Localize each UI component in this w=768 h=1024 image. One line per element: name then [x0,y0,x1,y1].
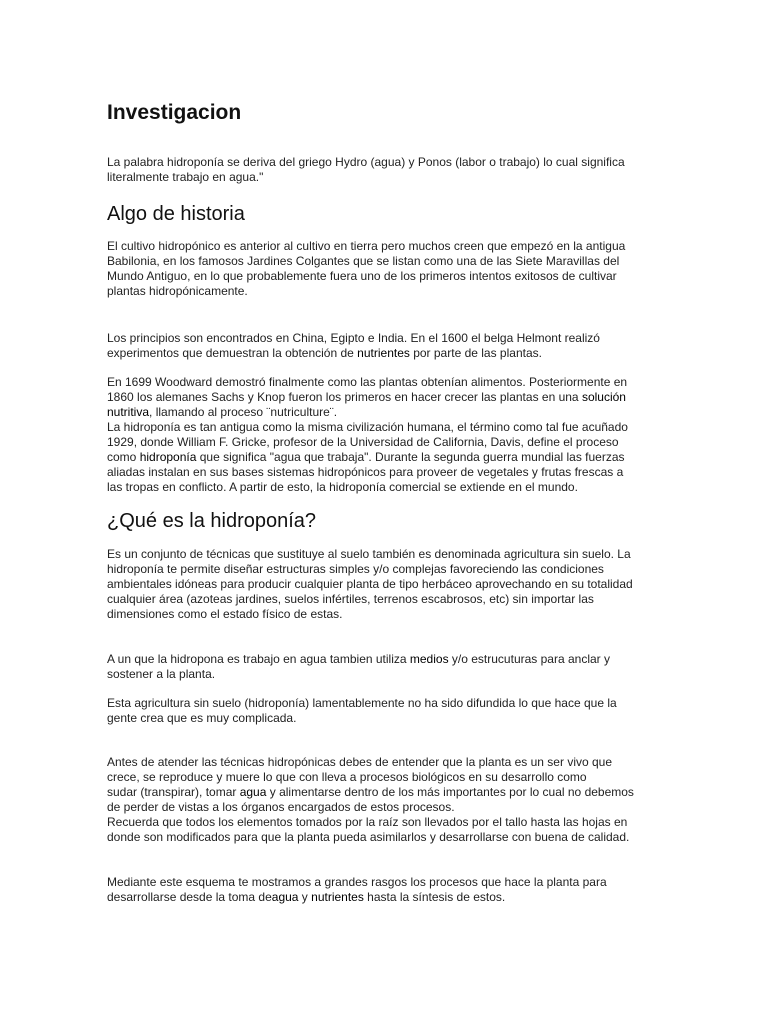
text-span: y/o estrucuturas para anclar y [448,652,610,666]
page-title: Investigacion [107,101,242,124]
text-span: y [298,890,312,904]
text-span: A un que la hidropona es trabajo en agua tambien utiliza [107,652,410,666]
text-line: crece, se reproduce y muere lo que con lleva a procesos biológicos en su desarrollo como [107,770,587,784]
text-span: 1860 los alemanes Sachs y Knop fueron los primeros en hacer crecer las plantas en una [107,390,582,404]
text-line: Esta agricultura sin suelo (hidroponía) lamentablemente no ha sido difundida lo que hace que la [107,696,617,710]
link-solucion[interactable]: solución [581,390,626,404]
text-span: sudar (transpirar), tomar [107,785,240,799]
historia-paragraph-3 [107,375,667,495]
historia-paragraph-1 [107,239,667,299]
link-nutrientes[interactable]: nutrientes [357,346,410,360]
text-span: como [107,450,140,464]
text-line: plantas hidropónicamente. [107,284,248,298]
text-line [107,390,667,405]
link-agua-2[interactable]: agua [271,890,299,904]
text-line: dimensiones como el estado físico de estas. [107,607,343,621]
text-line: El cultivo hidropónico es anterior al cultivo en tierra pero muchos creen que empezó en la antigua [107,239,626,253]
que-es-paragraph-3 [107,696,667,726]
text-span: y alimentarse dentro de los más importantes por lo cual no debemos [266,785,634,799]
text-span: , llamando al proceso ¨nutriculture¨. [149,405,338,419]
text-span: que significa "agua que trabaja". Durante la segunda guerra mundial las fuerzas [196,450,625,464]
text-span: desarrollarse desde la toma de [107,890,272,904]
text-span: por parte de las plantas. [409,346,542,360]
text-line: En 1699 Woodward demostró finalmente como las plantas obtenían alimentos. Posteriormente en [107,375,628,389]
text-line [107,652,667,667]
text-line: Recuerda que todos los elementos tomados por la raíz son llevados por el tallo hasta las hojas en [107,815,628,829]
text-line: hidroponía te permite diseñar estructuras simples y/o complejas favoreciendo las condiciones [107,562,604,576]
que-es-paragraph-4 [107,755,667,845]
text-line: Mundo Antiguo, en lo que probablemente fuera uno de los primeros intentos exitosos de cultivar [107,269,617,283]
link-nutritiva[interactable]: nutritiva [107,405,150,419]
historia-paragraph-2 [107,331,667,361]
section-heading-historia: Algo de historia [107,203,245,225]
text-line: aliadas instalan en sus bases sistemas hidropónicos para proveer de vegetales y frutas frescas a [107,465,624,479]
text-line: de perder de vistas a los órganos encargados de estos procesos. [107,800,455,814]
text-span: hasta la síntesis de estos. [363,890,506,904]
text-line: Mediante este esquema te mostramos a grandes rasgos los procesos que hace la planta para [107,875,607,889]
text-line [107,450,667,465]
text-line: Antes de atender las técnicas hidropónicas debes de entender que la planta es un ser vivo que [107,755,613,769]
text-line: cualquier área (azoteas jardines, suelos infértiles, terrenos escabrosos, etc) sin importar las [107,592,594,606]
intro-line: La palabra hidroponía se deriva del griego Hydro (agua) y Ponos (labor o trabajo) lo cual significa [107,155,625,169]
text-line: ambientales idóneas para producir cualquier planta de tipo herbáceo aprovechando en su totalidad [107,577,633,591]
text-line: 1929, donde William F. Gricke, profesor de la Universidad de California, Davis, define el proceso [107,435,619,449]
text-line [107,405,667,420]
link-medios[interactable]: medios [409,652,449,666]
que-es-paragraph-1 [107,547,667,622]
intro-paragraph [107,155,667,185]
text-line: Babilonia, en los famosos Jardines Colgantes que se listan como una de las Siete Maravillas del [107,254,620,268]
link-nutrientes-2[interactable]: nutrientes [311,890,364,904]
text-line: Los principios son encontrados en China, Egipto e India. En el 1600 el belga Helmont realizó [107,331,600,345]
text-line: donde son modificados para que la planta pueda asimilarlos y desarrollarse con buena de calidad. [107,830,630,844]
text-line: las tropas en conflicto. A partir de esto, la hidroponía comercial se extiende en el mundo. [107,480,578,494]
text-span: experimentos que demuestran la obtención de [107,346,358,360]
text-line: sostener a la planta. [107,667,216,681]
link-hidroponia[interactable]: hidroponía [139,450,197,464]
link-agua[interactable]: agua [239,785,267,799]
text-line [107,890,667,905]
text-line: La hidroponía es tan antigua como la misma civilización humana, el término como tal fue acuñado [107,420,628,434]
que-es-paragraph-2 [107,652,667,682]
text-line: gente crea que es muy complicada. [107,711,297,725]
text-line [107,346,667,361]
que-es-paragraph-5 [107,875,667,905]
text-line [107,785,667,800]
intro-line: literalmente trabajo en agua." [107,170,264,184]
section-heading-que-es: ¿Qué es la hidroponía? [107,510,317,532]
text-line: Es un conjunto de técnicas que sustituye al suelo también es denominada agricultura sin suelo. La [107,547,631,561]
